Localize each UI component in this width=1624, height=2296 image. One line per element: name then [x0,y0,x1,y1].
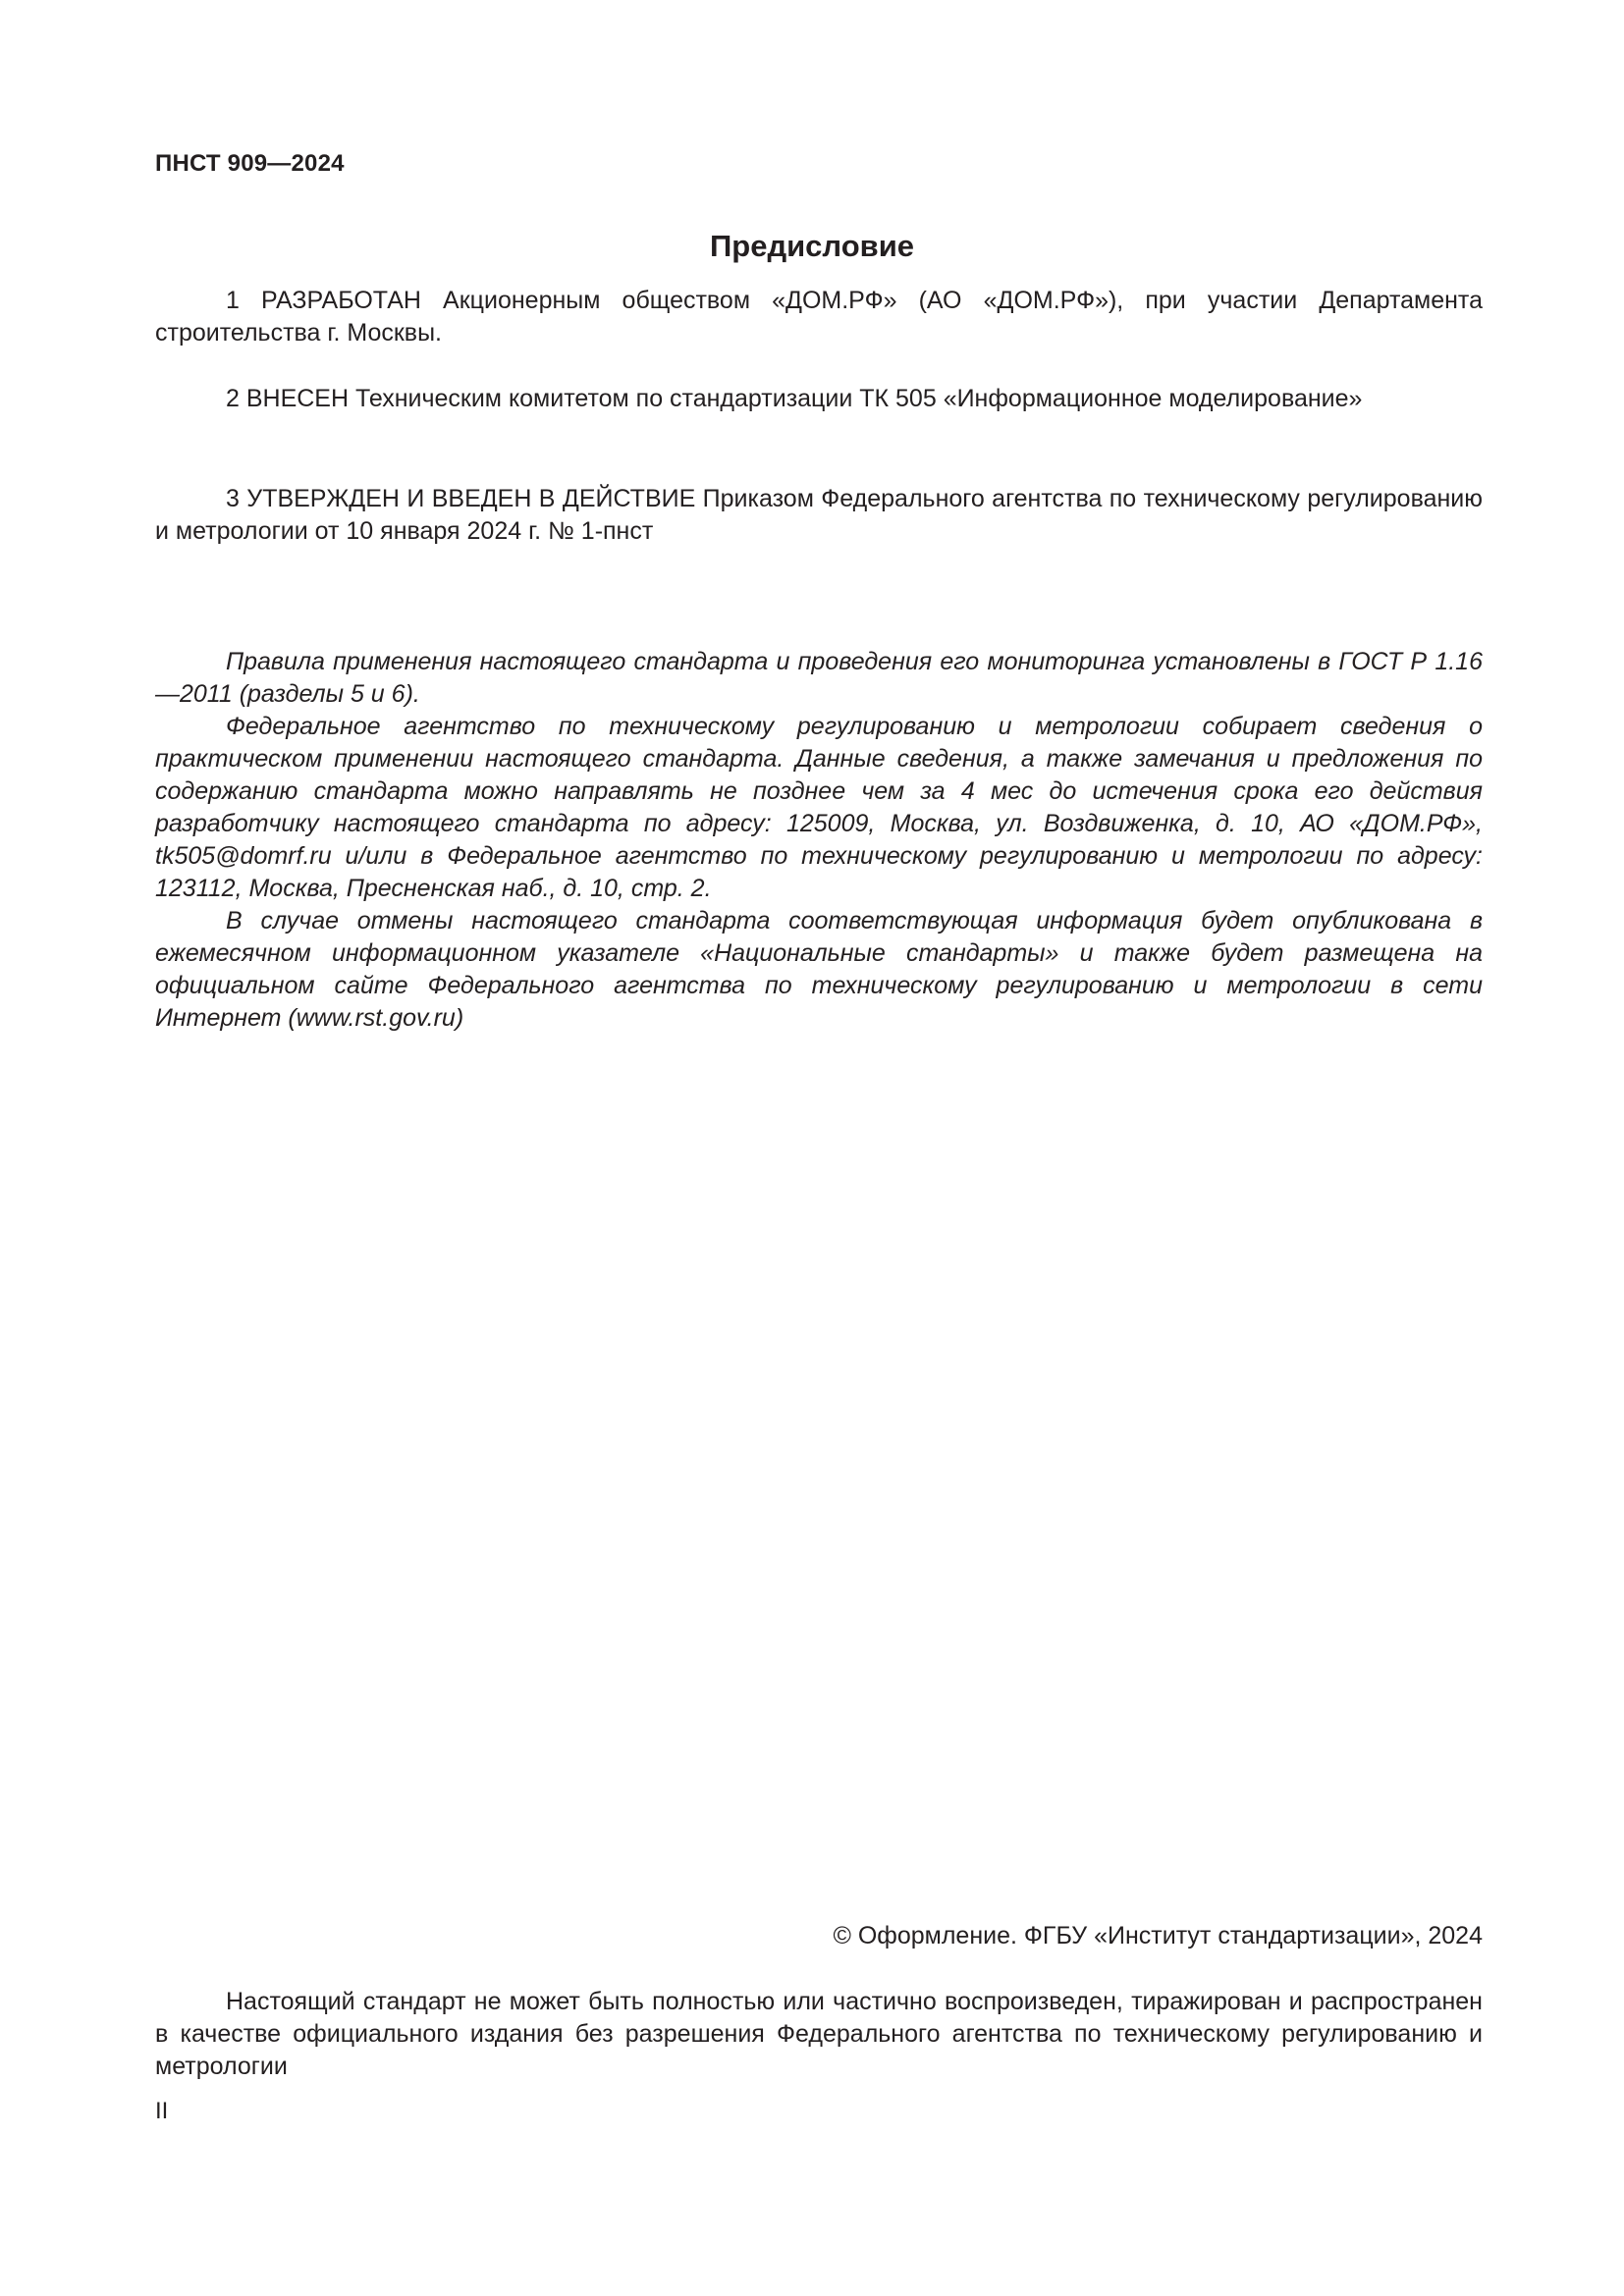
copyright-line: © Оформление. ФГБУ «Институт стандартизации», 2024 [833,1922,1483,1949]
page-number: II [155,2098,169,2124]
reproduction-notice-text: Настоящий стандарт не может быть полностью или частично воспроизведен, тиражирован и распространен в качестве официального издания без разрешения Федерального агентства по техническому регулированию и метрологии [155,1988,1483,2080]
reproduction-notice [155,1986,1483,2083]
note-cancellation: В случае отмены настоящего стандарта соответствующая информация будет опубликована в ежемесячном информационном указателе «Национальные стандарты» и также будет размещена на официальном сайте Федерального агентства по техническому регулированию и метрологии в сети Интернет (www.rst.gov.ru) [155,907,1483,1032]
document-code: ПНСТ 909—2024 [155,150,345,177]
foreword-item-3 [155,483,1483,548]
foreword-item-2 [155,383,1483,415]
foreword-title: Предисловие [709,229,914,263]
foreword-item-text: 2 ВНЕСЕН Техническим комитетом по стандартизации ТК 505 «Информационное моделирование» [226,385,1363,412]
foreword-item-1 [155,285,1483,349]
note-application-rules: Правила применения настоящего стандарта и проведения его мониторинга установлены в ГОСТ Р 1.16—2011 (разделы 5 и 6). [155,648,1483,708]
foreword-item-text: 1 РАЗРАБОТАН Акционерным обществом «ДОМ.РФ» (АО «ДОМ.РФ»), при участии Департамента строительства г. Москвы. [155,287,1483,347]
application-notes [155,646,1483,1035]
foreword-item-text: 3 УТВЕРЖДЕН И ВВЕДЕН В ДЕЙСТВИЕ Приказом Федерального агентства по техническому регулированию и метрологии от 10 января 2024 г. № 1-пнст [155,485,1483,545]
note-feedback: Федеральное агентство по техническому регулированию и метрологии собирает сведения о практическом применении настоящего стандарта. Данные сведения, а также замечания и предложения по содержанию стандарта можно направлять не позднее чем за 4 мес до истечения срока его действия разработчику настоящего стандарта по адресу: 125009, Москва, ул. Воздвиженка, д. 10, АО «ДОМ.РФ», tk505@domrf.ru и/или в Федеральное агентство по техническому регулированию и метрологии по адресу: 123112, Москва, Пресненская наб., д. 10, стр. 2. [155,713,1483,902]
